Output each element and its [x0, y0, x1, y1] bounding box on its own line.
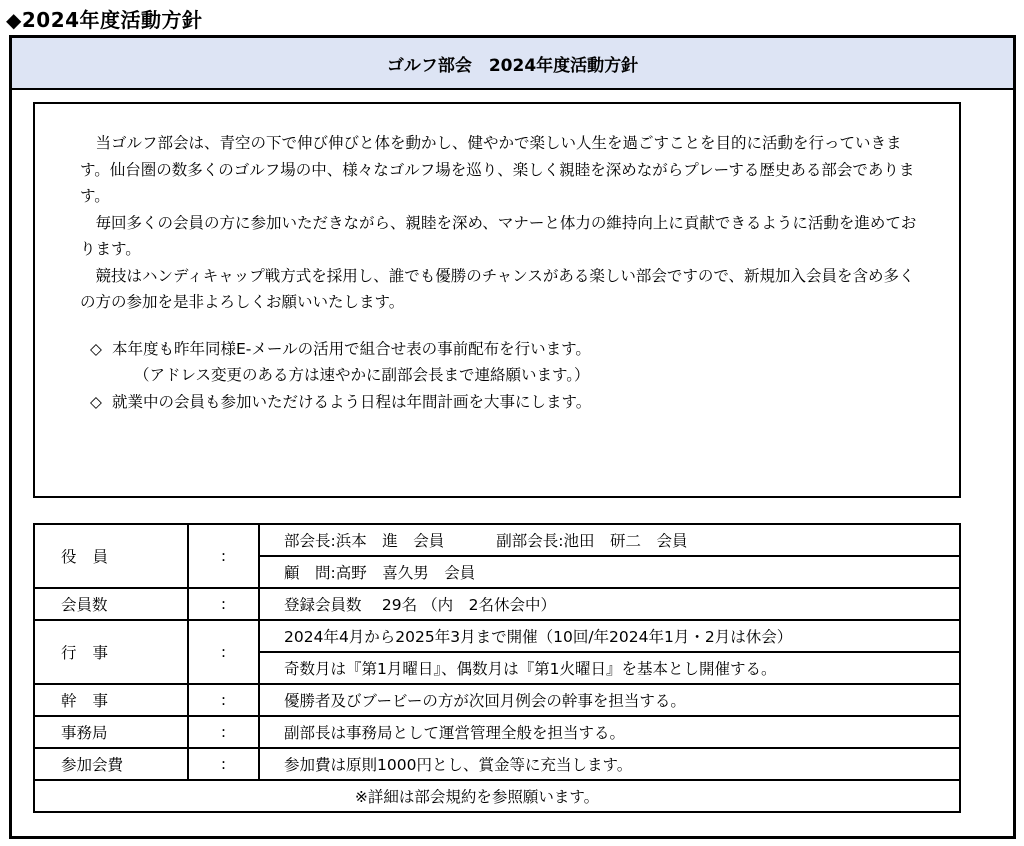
- row-label: 会員数: [34, 588, 188, 620]
- row-value: 登録会員数 29名 （内 2名休会中）: [259, 588, 960, 620]
- page-heading: ◆2024年度活動方針: [6, 8, 203, 32]
- info-table: [33, 523, 961, 813]
- table-row-fee: [34, 748, 960, 780]
- bullet-text: 本年度も昨年同様E-メールの活用で組合せ表の事前配布を行います。: [112, 339, 591, 358]
- row-colon: :: [188, 620, 259, 684]
- events-line-1: 2024年4月から2025年3月まで開催（10回/年2024年1月・2月は休会）: [259, 620, 960, 652]
- row-label: 幹事: [34, 684, 188, 716]
- table-row-events: [34, 620, 960, 652]
- bullet-list: [80, 336, 919, 416]
- row-value: 副部長は事務局として運営管理全般を担当する。: [259, 716, 960, 748]
- row-label: 行事: [34, 620, 188, 684]
- table-row-secretary: [34, 684, 960, 716]
- bullet-item-email: [80, 336, 919, 363]
- diamond-bullet-icon: ◇: [90, 392, 102, 411]
- row-label: 参加会費: [34, 748, 188, 780]
- row-colon: :: [188, 748, 259, 780]
- events-line-2: 奇数月は『第1月曜日』、偶数月は『第1火曜日』を基本とし開催する。: [259, 652, 960, 684]
- row-label: 役員: [34, 524, 188, 588]
- row-value: 優勝者及びブービーの方が次回月例会の幹事を担当する。: [259, 684, 960, 716]
- diamond-bullet-icon: ◇: [90, 339, 102, 358]
- policy-frame: [9, 35, 1016, 839]
- table-row-members: [34, 588, 960, 620]
- intro-box: [33, 102, 961, 498]
- bullet-item-schedule: [80, 389, 919, 416]
- table-row-officers: [34, 524, 960, 556]
- row-colon: :: [188, 524, 259, 588]
- intro-paragraph-2: 毎回多くの会員の方に参加いただきながら、親睦を深め、マナーと体力の維持向上に貢献できるように活動を進めております。: [80, 213, 917, 258]
- row-value: 参加費は原則1000円とし、賞金等に充当します。: [259, 748, 960, 780]
- officers-line-1: [259, 524, 960, 556]
- vice-chair-text: 副部会長:池田 研二 会員: [496, 532, 688, 550]
- policy-title: ゴルフ部会 2024年度活動方針: [12, 38, 1013, 90]
- bullet-subnote: （アドレス変更のある方は速やかに副部会長まで連絡願います。）: [134, 366, 590, 384]
- table-row-footer: [34, 780, 960, 812]
- intro-paragraph-3: 競技はハンディキャップ戦方式を採用し、誰でも優勝のチャンスがある楽しい部会ですので、新規加入会員を含め多くの方の参加を是非よろしくお願いいたします。: [80, 266, 915, 311]
- footer-note: ※詳細は部会規約を参照願います。: [34, 780, 960, 812]
- chair-text: 部会長:浜本 進 会員: [284, 532, 445, 550]
- intro-paragraph-1: 当ゴルフ部会は、青空の下で伸び伸びと体を動かし、健やかで楽しい人生を過ごすことを目的に活動を行っていきます。仙台圏の数多くのゴルフ場の中、様々なゴルフ場を巡り、楽しく親睦を深めながらプレーする歴史ある部会であります。: [80, 134, 915, 205]
- table-row-office: [34, 716, 960, 748]
- row-colon: :: [188, 684, 259, 716]
- row-colon: :: [188, 588, 259, 620]
- bullet-text: 就業中の会員も参加いただけるよう日程は年間計画を大事にします。: [112, 392, 592, 411]
- row-label: 事務局: [34, 716, 188, 748]
- row-colon: :: [188, 716, 259, 748]
- advisor-text: 顧 問:高野 喜久男 会員: [259, 556, 960, 588]
